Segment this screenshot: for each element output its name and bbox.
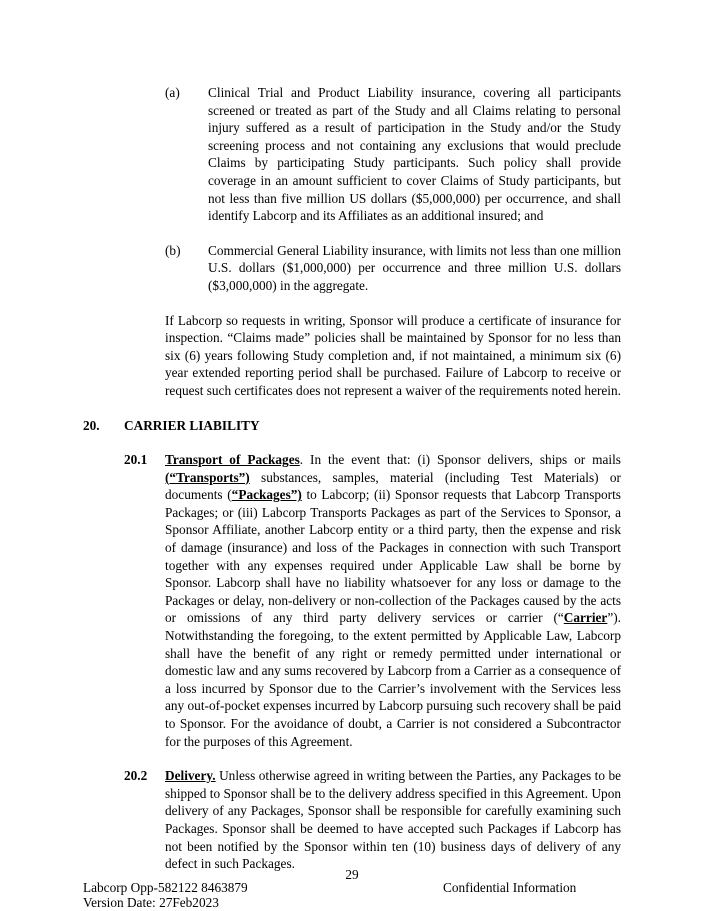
clause-a-label: (a) bbox=[165, 85, 180, 100]
section-20-2 bbox=[124, 767, 621, 873]
section-20-1 bbox=[124, 451, 621, 750]
footer-doc-id: Labcorp Opp-582122 8463879 bbox=[83, 880, 248, 895]
page-content bbox=[83, 84, 621, 890]
section-20-title: CARRIER LIABILITY bbox=[124, 417, 260, 433]
insurance-certificate-paragraph: If Labcorp so requests in writing, Sponsor will produce a certificate of insurance for inspection. “Claims made” policies shall be maintained by Sponsor for no less than six (6) years following Study completion and, if not maintained, a minimum six (6) year extended reporting period shall be purchased. Failure of Labcorp to receive or request such certificates does not represent a waiver of the requirements noted herein. bbox=[165, 312, 621, 398]
clause-a-text: Clinical Trial and Product Liability insurance, covering all participants screened or treated as part of the Study and all Claims relating to personal injury suffered as a result of participation in the Study and/or the Study screening process and not containing any exclusions that would preclude Claims by participating Study participants. Such policy shall provide coverage in an amount sufficient to cover Claims of Study participants, but not less than five million US dollars ($5,000,000) per occurrence, and shall identify Labcorp and its Affiliates as an additional insured; and bbox=[208, 85, 621, 224]
section-20-2-text: Delivery. Unless otherwise agreed in writing between the Parties, any Packages to be shipped to Sponsor shall be to the delivery address specified in this Agreement. Upon delivery of any Packages, Sponsor shall be responsible for carefully examining such Packages. Sponsor shall be deemed to have accepted such Packages if Labcorp has not been notified by the Sponsor within ten (10) business days of delivery of any defect in such Packages. bbox=[165, 768, 621, 872]
section-20-number: 20. bbox=[83, 417, 100, 433]
footer-left bbox=[83, 880, 248, 910]
clause-b-text: Commercial General Liability insurance, with limits not less than one million U.S. dollars ($1,000,000) per occurrence and three million U.S. dollars ($3,000,000) in the aggregate. bbox=[208, 242, 621, 293]
page-number: 29 bbox=[345, 867, 359, 882]
section-20-1-text: Transport of Packages. In the event that: (i) Sponsor delivers, ships or mails (“Transports”) substances, samples, material (including Test Materials) or documents (“Packages”) to Labcorp; (ii) Sponsor requests that Labcorp Transports Packages; or (iii) Labcorp Transports Packages as part of the Services to Sponsor, a Sponsor Affiliate, another Labcorp entity or a third party, then the expense and risk of damage (insurance) and loss of the Packages in connection with such Transport together with any expenses required under Applicable Law shall be borne by Sponsor. Labcorp shall have no liability whatsoever for any loss or damage to the Packages or delay, non-delivery or non-collection of the Packages caused by the acts or omissions of any third party delivery services or carrier (“Carrier”). Notwithstanding the foregoing, to the extent permitted by Applicable Law, Labcorp shall have the benefit of any right or remedy permitted under international or domestic law and any sums recovered by Labcorp from a Carrier as a consequence of a loss incurred by Sponsor due to the Carrier’s involvement with the Services less any out-of-pocket expenses incurred by Labcorp pursuing such recovery shall be paid to Sponsor. For the avoidance of doubt, a Carrier is not considered a Subcontractor for the purposes of this Agreement. bbox=[165, 452, 622, 749]
section-20-2-number: 20.2 bbox=[124, 768, 148, 784]
clause-b-label: (b) bbox=[165, 242, 181, 258]
section-20-1-number: 20.1 bbox=[124, 452, 148, 468]
footer-version-date: Version Date: 27Feb2023 bbox=[83, 895, 219, 910]
page-footer bbox=[83, 880, 621, 910]
footer-confidential-label: Confidential Information bbox=[443, 880, 577, 895]
section-20-heading bbox=[83, 417, 621, 435]
clause-b bbox=[165, 242, 621, 295]
clause-a bbox=[165, 84, 621, 225]
